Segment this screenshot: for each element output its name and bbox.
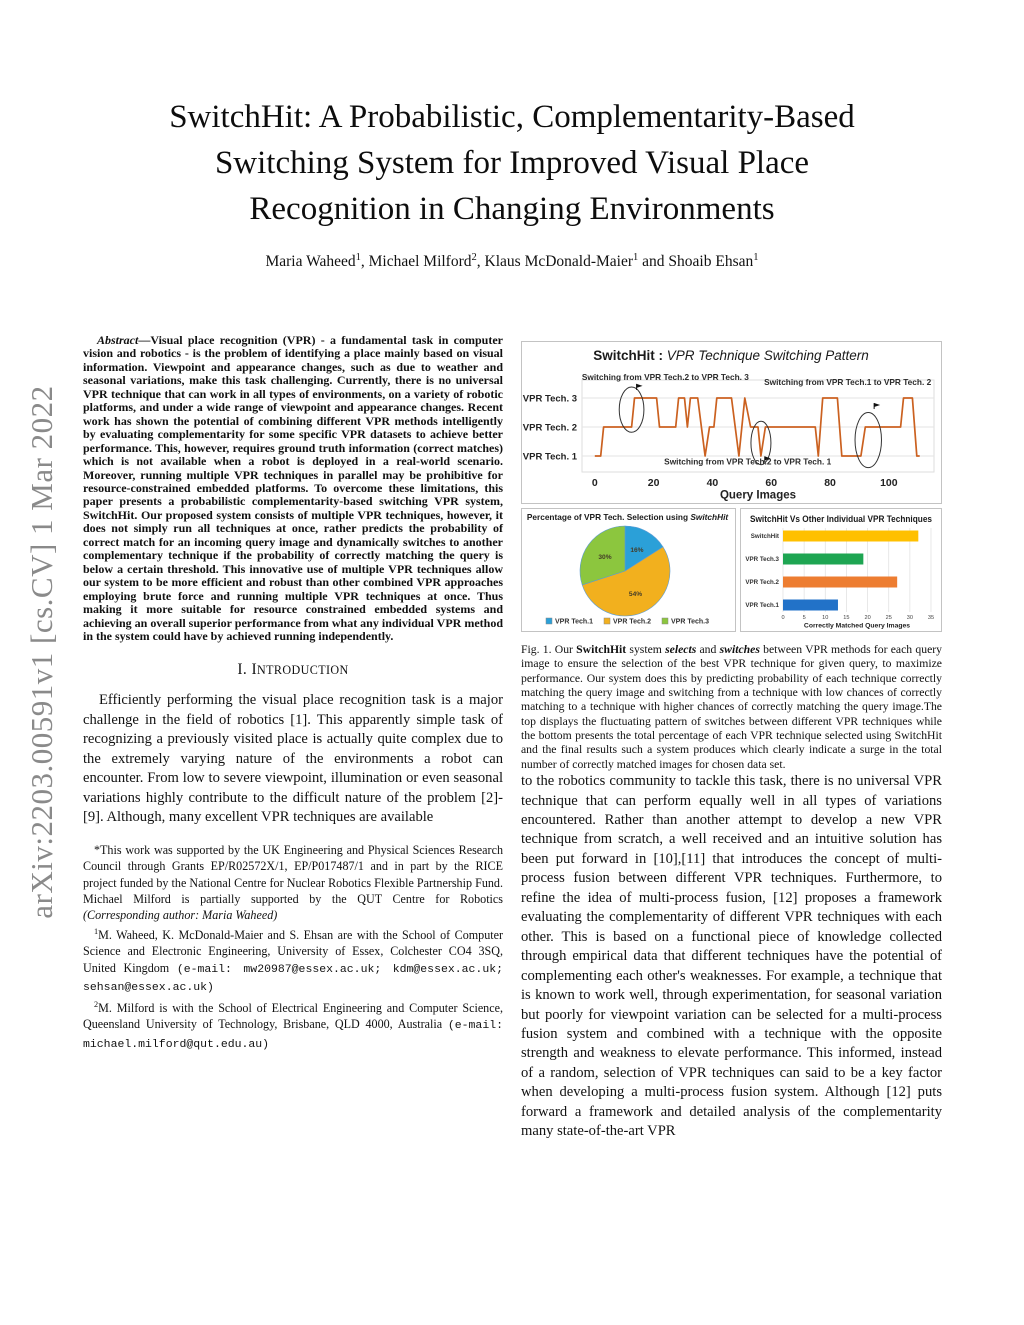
svg-text:Switching from VPR Tech.2 to V: Switching from VPR Tech.2 to VPR Tech. 3 bbox=[581, 372, 749, 383]
section-heading-introduction: I. INTRODUCTION bbox=[237, 661, 349, 679]
arxiv-watermark: arXiv:2203.00591v1 [cs.CV] 1 Mar 2022 bbox=[24, 385, 59, 919]
figure1-switching-pattern-chart bbox=[521, 341, 942, 504]
svg-text:80: 80 bbox=[824, 477, 836, 489]
footnote-funding: *This work was supported by the UK Engineering and Physical Sciences Research Council through Grants EP/R02572X/1, EP/P017487/1 and in part by the RICE project funded by the National Centre for Nuclear Robotics Flexible Partnership Fund. Michael Milford is partially supported by the QUT Centre for Robotics (Corresponding author: Maria Waheed) bbox=[83, 842, 503, 923]
svg-text:Switching from VPR Tech.2 to V: Switching from VPR Tech.2 to VPR Tech. 1 bbox=[664, 456, 832, 467]
svg-text:15: 15 bbox=[843, 615, 850, 621]
svg-text:VPR Tech. 3: VPR Tech. 3 bbox=[522, 393, 577, 405]
svg-text:Query Images: Query Images bbox=[719, 489, 797, 501]
svg-text:30%: 30% bbox=[598, 553, 612, 561]
svg-text:0: 0 bbox=[781, 615, 785, 621]
paper-title bbox=[60, 94, 964, 232]
svg-text:VPR Tech.1: VPR Tech.1 bbox=[745, 602, 779, 609]
svg-text:Percentage of VPR Tech. Select: Percentage of VPR Tech. Selection using SwitchHit bbox=[526, 512, 729, 522]
figure1-bottom-row bbox=[521, 508, 942, 632]
figure1-bar-panel bbox=[740, 508, 942, 632]
svg-text:VPR Tech. 1: VPR Tech. 1 bbox=[522, 451, 577, 463]
svg-text:20: 20 bbox=[647, 477, 660, 489]
svg-text:Correctly Matched Query Images: Correctly Matched Query Images bbox=[803, 622, 911, 629]
svg-text:0: 0 bbox=[591, 477, 598, 489]
right-column bbox=[521, 341, 942, 1142]
svg-text:VPR Tech.3: VPR Tech.3 bbox=[745, 556, 779, 563]
svg-text:35: 35 bbox=[927, 615, 935, 621]
svg-text:25: 25 bbox=[885, 615, 892, 621]
svg-text:40: 40 bbox=[706, 477, 719, 489]
selection-percentage-pie-chart bbox=[522, 509, 733, 629]
paper-title-line-3: Recognition in Changing Environments bbox=[249, 191, 775, 227]
footnote-affiliation-1: $^1$M. Waheed, K. McDonald-Maier and S. Ehsan are with the School of Computer Science and Electronic Engineering, University of Essex, Colchester CO4 3SQ, United Kingdom (e-mail: mw20987@essex.ac.uk; kdm@essex.ac.uk; sehsan@essex.ac.uk) bbox=[83, 926, 503, 995]
left-column bbox=[83, 334, 503, 1053]
paper-title-line-1: SwitchHit: A Probabilistic, Complementarity-Based bbox=[169, 99, 855, 135]
svg-text:SwitchHit : VPR Technique Swit: SwitchHit : VPR Technique Switching Pattern bbox=[593, 348, 869, 363]
figure1-caption: Fig. 1. Our SwitchHit system selects and switches between VPR methods for each query image to ensure the selection of the best VPR technique for given query, to maximize performance. Our system does this by predicting probability of each technique correctly matching the query image and switching from a technique with low chances of correctly matching to a technique with higher chances of correctly matching the query image.The top displays the fluctuating pattern of switches between different VPR techniques while the bottom presents the total percentage of each VPR technique selected using SwitchHit and the final results such a system produces which clearly indicate a surge in the total number of correctly matched images for chosen data set. bbox=[521, 643, 942, 771]
paper-title-line-2: Switching System for Improved Visual Place bbox=[214, 145, 810, 181]
svg-text:20: 20 bbox=[864, 615, 871, 621]
comparison-bar-chart bbox=[741, 509, 941, 629]
svg-text:SwitchHit Vs Other Individual: SwitchHit Vs Other Individual VPR Techniques bbox=[750, 514, 933, 524]
footnote-affiliation-2: $^2$M. Milford is with the School of Electrical Engineering and Computer Science, Queensland University of Technology, Brisbane, QLD 4000, Australia (e-mail: michael.milford@qut.edu.au) bbox=[83, 999, 503, 1051]
abstract: Abstract—Visual place recognition (VPR) - a fundamental task in computer vision and robotics - is the problem of identifying a place mainly based on visual information. Viewpoint and appearance changes, such as due to weather and seasonal variations, make this task challenging. Currently, there is no universal VPR technique that can work in all types of environments, on a variety of robotic platforms, and under a wide range of viewpoint and appearance changes. Recent work has shown the potential of combining different VPR methods intelligently by evaluating complementarity for some specific VPR datasets to achieve better performance. This, however, requires ground truth information (correct matches) which is not available when a robot is deployed in a real-world scenario. Moreover, running multiple VPR techniques in parallel may be prohibitive for resource-constrained embedded platforms. To overcome these limitations, this paper presents a probabilistic complementarity-based switching VPR system, SwitchHit. Our proposed system consists of multiple VPR techniques, however, it does not simply run all techniques at once, rather predicts the probability of correct match for an incoming query image and dynamically switches to another complementary technique if the probability of correctly matching the query is below a certain threshold. This innovative use of multiple VPR techniques allow our system to be more efficient and robust than other combined VPR approaches employing brute force and running multiple VPR techniques at once. Thus making it more suitable for resource constrained embedded systems and achieving an overall superior performance from what any individual VPR method in the system could have by achieved running independently. bbox=[83, 333, 503, 643]
svg-text:Switching from VPR Tech.1 to V: Switching from VPR Tech.1 to VPR Tech. 2 bbox=[764, 376, 932, 387]
svg-text:VPR Tech.2: VPR Tech.2 bbox=[745, 579, 779, 586]
svg-text:30: 30 bbox=[906, 615, 913, 621]
figure1-pie-panel bbox=[521, 508, 736, 632]
svg-text:VPR Tech. 2: VPR Tech. 2 bbox=[522, 422, 577, 434]
svg-text:VPR Tech.3: VPR Tech.3 bbox=[671, 618, 709, 626]
svg-text:100: 100 bbox=[880, 477, 898, 489]
svg-text:SwitchHit: SwitchHit bbox=[750, 533, 779, 540]
svg-text:VPR Tech.1: VPR Tech.1 bbox=[555, 618, 593, 626]
introduction-paragraph: Efficiently performing the visual place recognition task is a major challenge in the field of robotics [1]. This apparently simple task of recognizing a previously visited place is actually quite complex due to the extremely varying nature of the environments a robot can encounter. From low to severe viewpoint, illumination or even seasonal variations highly contribute to the difficult nature of the problem [2]-[9]. Although, many excellent VPR techniques are available bbox=[83, 692, 503, 826]
right-column-paragraph: to the robotics community to tackle this task, there is no universal VPR technique that can perform equally well in all types of variations encountered. Rather than another attempt to develop a new VPR technique from scratch, a well received and an intuitive solution has been put forward in [10],[11] that introduces the concept of multi-process fusion between different VPR techniques. Furthermore, to refine the idea of multi-process fusion, [12] proposes a framework evaluating the complementarity of different VPR techniques with each other. This is based on a functional piece of knowledge collected through empirical data that different techniques have the potential of complementing each other's weaknesses. For example, a technique that is known to work well, through experimentation, for seasonal variation but poorly for viewpoint variation can be selected for a multi-process fusion system and combined with a technique with the opposite strength and weakness to elevate performance. This informed, instead of a random, selection of VPR techniques can said to be a key factor when developing a multi-process fusion system. Although [12] puts forward a framework and detailed analysis of the complementarity many state-of-the-art VPR bbox=[521, 773, 942, 1140]
switching-pattern-step-chart bbox=[522, 342, 941, 501]
footnotes bbox=[83, 842, 503, 1054]
authors-line: Maria Waheed$^1$, Michael Milford$^2$, Klaus McDonald-Maier$^1$ and Shoaib Ehsan$^1$ bbox=[265, 252, 759, 271]
svg-text:5: 5 bbox=[802, 615, 806, 621]
svg-text:16%: 16% bbox=[630, 546, 644, 554]
svg-text:60: 60 bbox=[765, 477, 778, 489]
svg-text:VPR Tech.2: VPR Tech.2 bbox=[613, 618, 651, 626]
svg-text:54%: 54% bbox=[628, 590, 643, 598]
svg-text:10: 10 bbox=[822, 615, 829, 621]
